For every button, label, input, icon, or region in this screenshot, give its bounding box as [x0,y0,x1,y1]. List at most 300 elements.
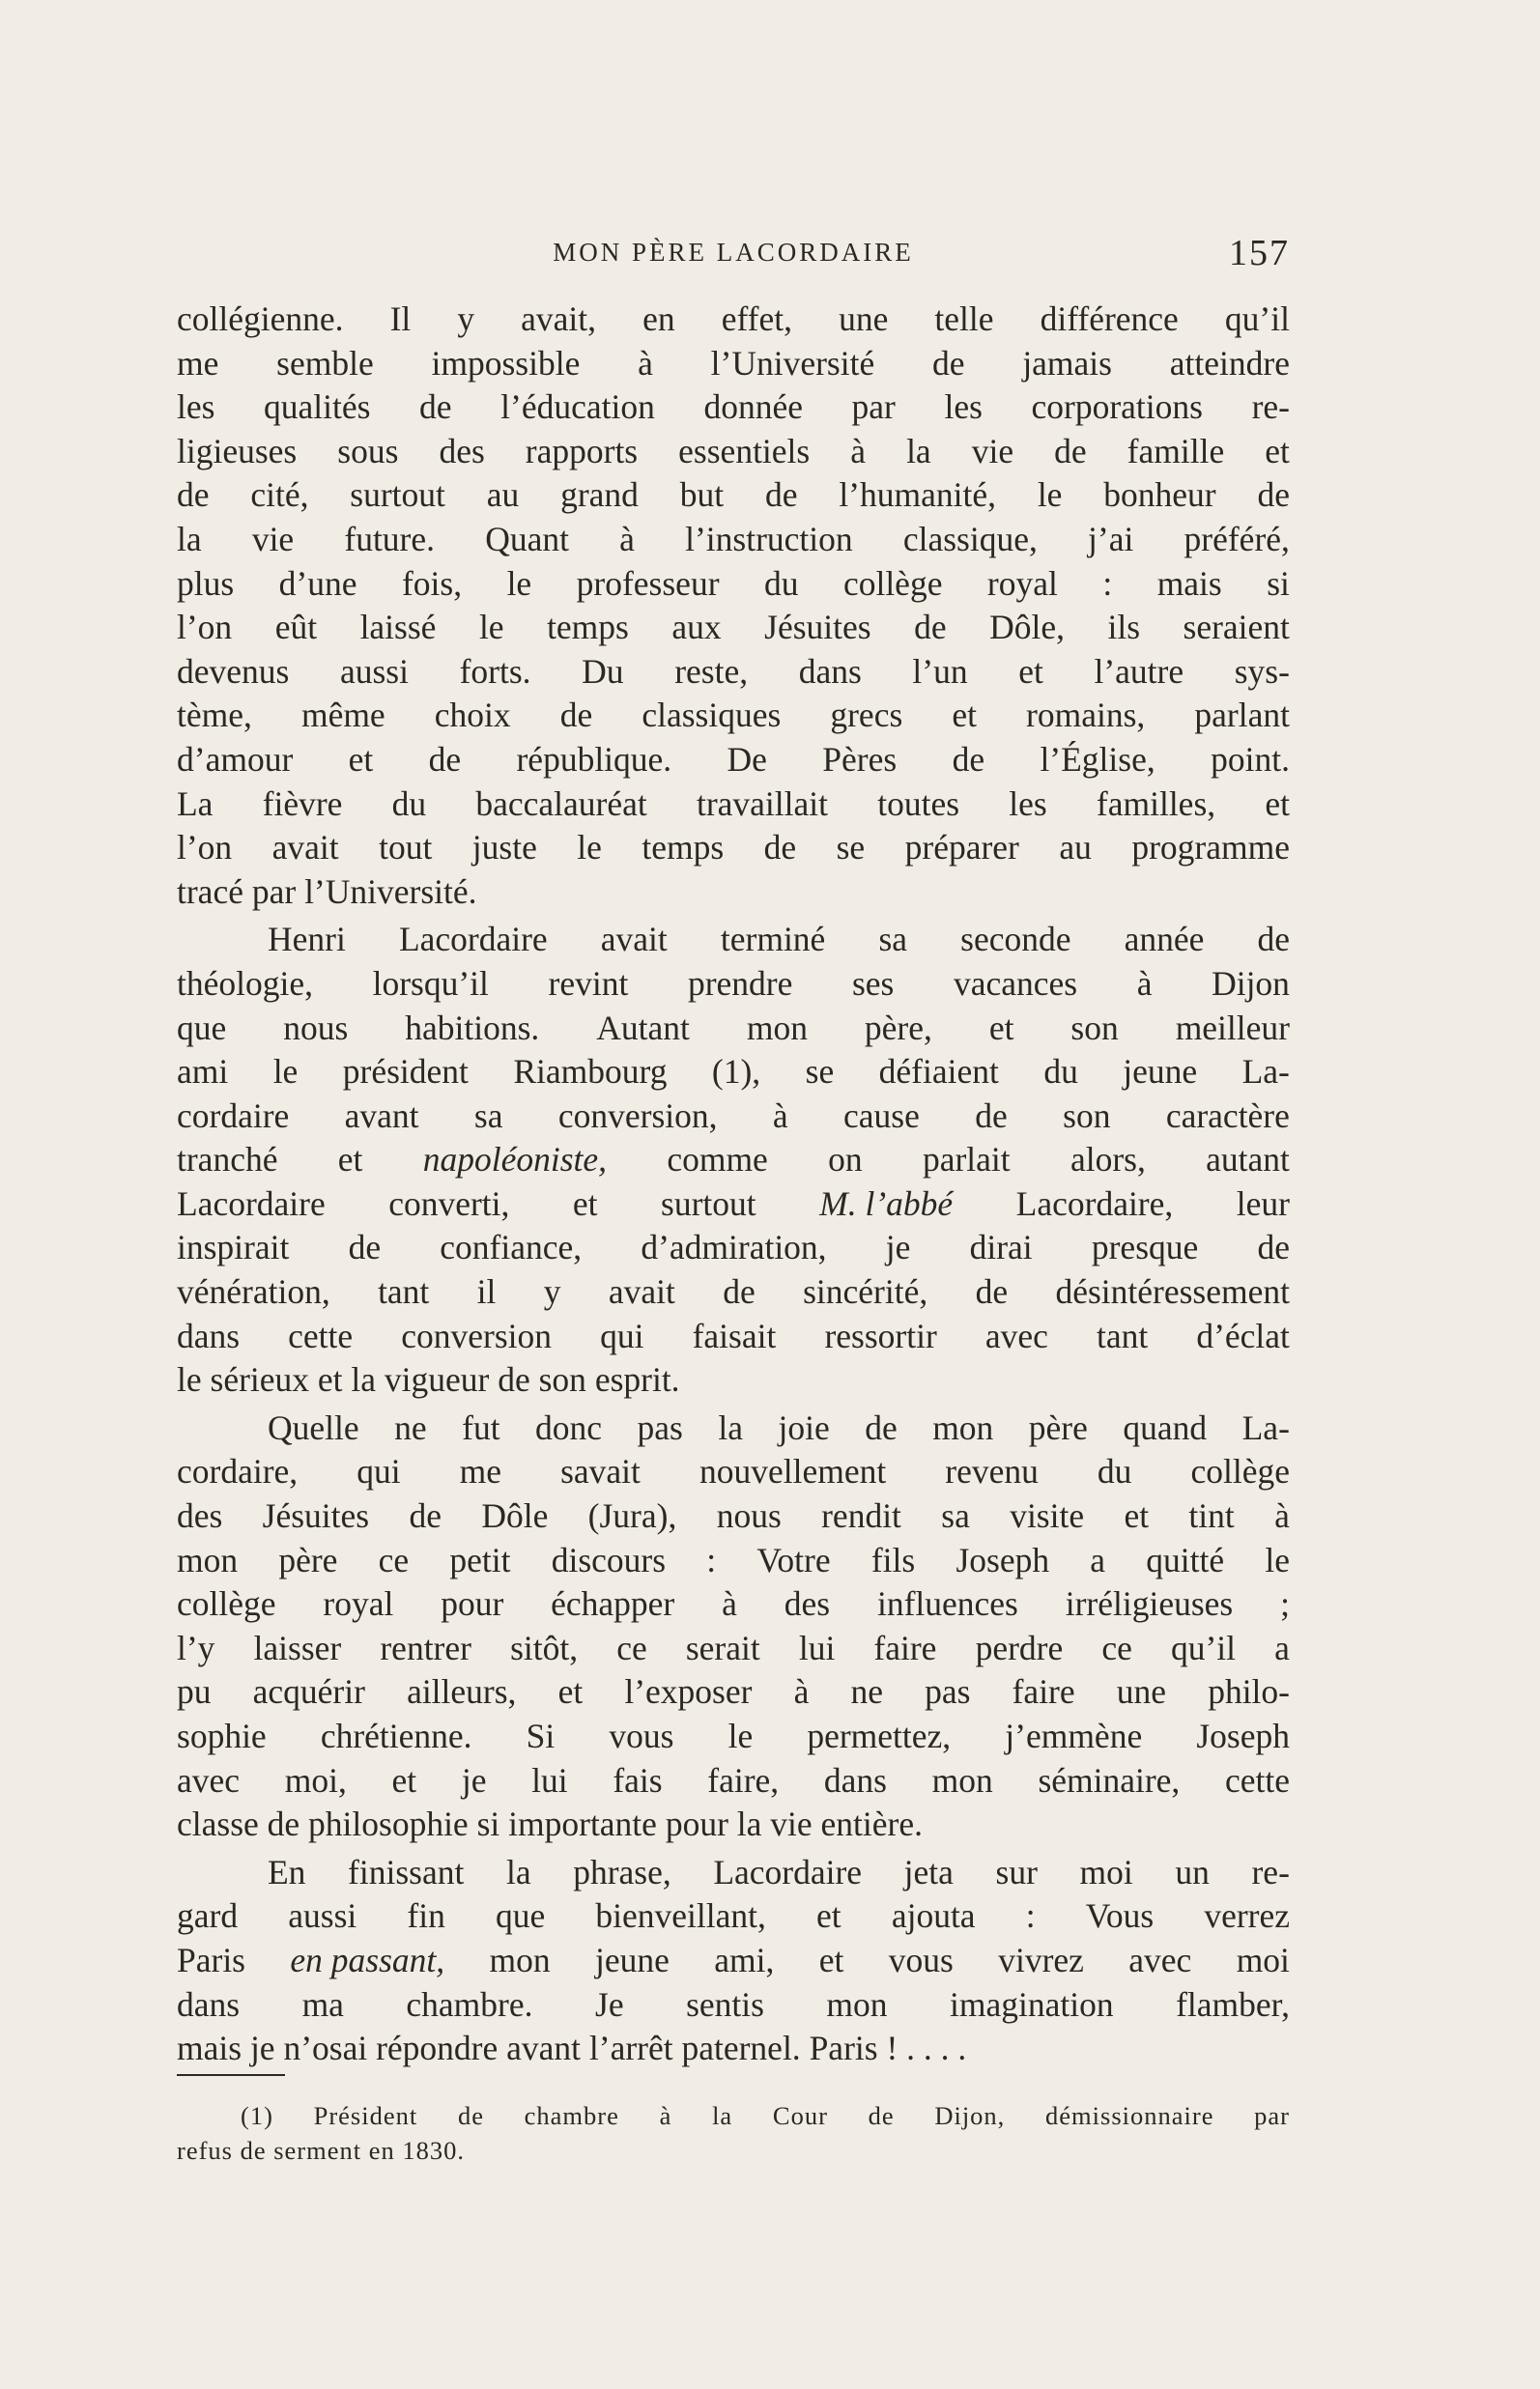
word: La- [1241,1052,1290,1092]
word: préparer [904,828,1019,867]
word: laisser [253,1628,342,1667]
word: ce [1101,1628,1132,1667]
word: mon [489,1940,551,1979]
word: discours [551,1540,667,1579]
word: la [906,431,931,470]
word: moi [1236,1940,1290,1979]
word: des [177,1496,223,1536]
word: Paris [809,2029,887,2068]
word: Joseph [1196,1717,1290,1755]
word: effet, [721,299,792,338]
word: Vous [1085,1896,1155,1936]
word: le [506,563,532,603]
word: cette [1225,1760,1290,1800]
word: collège [177,1584,276,1624]
word: Lacordaire [177,1183,326,1223]
word: préféré, [1184,519,1290,558]
word: toutes [877,783,960,823]
word: tint [1188,1496,1235,1536]
word: de [914,608,947,647]
word: différence [1040,299,1179,338]
word: cette [288,1316,354,1355]
word: corporations [1031,387,1203,427]
text-line [177,1494,1290,1539]
word: l’arrêt [588,2029,682,2068]
word: père [1028,1408,1088,1447]
footnote-line-1 [177,2098,1290,2133]
word: ; [1280,1584,1290,1624]
word: de [764,475,798,515]
word: jeune [1123,1052,1198,1092]
word: parlait [922,1140,1011,1180]
word: revint [548,963,629,1003]
text-line [177,606,1290,650]
word: seraient [1183,608,1290,647]
word: ligieuses [177,431,298,470]
word: défiaient [878,1052,999,1092]
word: moi [1079,1852,1133,1891]
word: de [267,1805,309,1844]
word: les [1009,783,1047,823]
word: Paris [177,1940,245,1979]
text-line [177,1539,1290,1583]
word: et [988,1008,1014,1047]
word: flamber, [1176,1984,1290,2024]
word: baccalauréat [475,783,647,823]
text-line [177,1226,1290,1270]
word: La [177,783,214,823]
word: à [1274,1496,1290,1536]
word: le [577,828,602,867]
word: (1), [711,1052,761,1092]
page-number: 157 [1229,233,1290,273]
word: ce [616,1628,647,1667]
word: la [177,519,202,558]
word: jamais [1022,343,1112,383]
italic-word: M. l’abbé [819,1183,954,1223]
word: Riambourg [513,1052,668,1092]
word: et [317,1360,352,1400]
footnote-word: démissionnaire [1045,2101,1214,2130]
text-line [177,1138,1290,1182]
word: et [818,1940,844,1979]
word: d’une [278,563,357,603]
word: et [557,1672,584,1712]
word: collège [842,563,943,603]
word: ma [301,1984,344,2024]
word: vous [888,1940,954,1979]
word: ne [850,1672,883,1712]
word: sys- [1234,651,1290,691]
word: jeune [595,1940,670,1979]
word: la [505,1852,531,1891]
footnote-word: par [1254,2101,1290,2130]
word: de [975,1095,1008,1135]
word: l’Université [710,343,875,383]
word: ne [394,1408,427,1447]
text-line [177,1715,1290,1759]
text-line [177,1315,1290,1359]
word: ils [1107,608,1141,647]
word: répondre [376,2029,507,2068]
word: Jésuites [764,608,871,647]
word: à [1136,963,1153,1003]
word: philo- [1208,1672,1290,1712]
word: de [763,828,797,867]
word: mon [177,1540,239,1579]
word: par [851,387,896,427]
word: la [736,1805,771,1844]
text-line [177,430,1290,474]
text-line [177,1759,1290,1804]
word: ! [886,2029,907,2068]
word: perdre [975,1628,1064,1667]
word: parlant [1194,696,1290,735]
word: prendre [687,963,793,1003]
word: j’ai [1088,519,1134,558]
word: avec [1128,1940,1192,1979]
word: ressortir [824,1316,937,1355]
text-line [177,650,1290,695]
word: lorsqu’il [372,963,489,1003]
word: juste [471,828,537,867]
text-line [177,1803,1290,1847]
word: avait, [521,299,597,338]
word: au [1059,828,1092,867]
word: et [1124,1496,1150,1536]
word: ajouta [891,1896,976,1936]
word: les [944,387,983,427]
word: fièvre [262,783,343,823]
word: nous [716,1496,782,1536]
word: et [572,1183,598,1223]
word: ami, [714,1940,775,1979]
word: presque [1091,1228,1199,1267]
word: re- [1251,1852,1290,1891]
word: y [457,299,475,338]
word: président [342,1052,469,1092]
word: sérieux [210,1360,318,1400]
word: il [476,1272,497,1312]
word: royal [986,563,1058,603]
word: telle [934,299,994,338]
word: ailleurs, [407,1672,517,1712]
text-line [177,782,1290,827]
word: Pères [822,739,898,779]
word: mais [1156,563,1222,603]
word: classe [177,1805,268,1844]
text-line [177,1007,1290,1051]
word: de [1257,920,1290,959]
word: son [1063,1095,1111,1135]
word: année [1124,920,1205,959]
word: dans [798,651,862,691]
word: Si [526,1717,556,1755]
text-line [177,1407,1290,1451]
word: cordaire, [177,1452,299,1492]
word: Dôle, [989,608,1065,647]
word: l’humanité, [839,475,996,515]
word: surtout [350,475,445,515]
word: qualités [264,387,371,427]
word: influences [876,1584,1018,1624]
word: que [496,1896,546,1936]
word: me [459,1452,502,1492]
word: laissé [359,608,437,647]
word: bonheur [1103,475,1216,515]
word: Dôle [481,1496,549,1536]
word: grand [560,475,639,515]
word: revenu [945,1452,1039,1492]
footnote-word: à [659,2101,672,2130]
word: Dijon [1212,963,1290,1003]
word: autant [1206,1140,1290,1180]
word: théologie, [177,963,313,1003]
text-line [177,1983,1290,2028]
word: d’éclat [1196,1316,1290,1355]
word: fois, [401,563,463,603]
word: mon [931,1760,993,1800]
word: jeta [903,1852,954,1891]
word: rentrer [380,1628,471,1667]
word: converti, [388,1183,510,1223]
word: de [1054,431,1087,470]
word: donc [535,1408,603,1447]
word: se [836,828,866,867]
word: seconde [960,920,1071,959]
word: mon [746,1008,808,1047]
text-line [177,1670,1290,1715]
word: l’un [912,651,968,691]
word: que [177,1008,227,1047]
word: serait [685,1628,760,1667]
word: le [1265,1540,1290,1579]
word: confiance, [440,1228,583,1267]
word: de [975,1272,1009,1312]
word: son [1070,1008,1119,1047]
word: chambre. [406,1984,533,2024]
word: ce [378,1540,410,1579]
word: travaillait [696,783,828,823]
word: inspirait [177,1228,290,1267]
word: avait [608,1272,675,1312]
word: sophie [177,1717,267,1755]
word: une [1116,1672,1167,1712]
word: en [642,299,675,338]
word: Autant [596,1008,690,1047]
word: pour [441,1584,504,1624]
word: a [1274,1628,1290,1667]
word: du [1043,1052,1078,1092]
text-line [177,1270,1290,1315]
word: de [559,696,593,735]
word: Quant [485,519,569,558]
word: les [177,387,215,427]
word: de [952,739,985,779]
footnote-word: de [457,2101,484,2130]
word: entière. [820,1805,923,1844]
word: fils [870,1540,916,1579]
word: le [478,608,504,647]
word: vie [251,519,295,558]
word: ses [851,963,895,1003]
word: séminaire, [1038,1760,1181,1800]
word: et [348,739,374,779]
word: avant [506,2029,589,2068]
word: fin [407,1896,445,1936]
word: sitôt, [510,1628,579,1667]
word: l’éducation [500,387,655,427]
word: l’y [177,1628,215,1667]
word: à [638,343,653,383]
word: fut [462,1408,500,1447]
word: fais [613,1760,663,1800]
paragraph [177,298,1290,914]
word: de [865,1408,898,1447]
word: du [763,563,799,603]
word: pu [177,1672,212,1712]
word: tracé [177,871,252,911]
footnote-rule [177,2074,285,2076]
word: dans [823,1760,887,1800]
word: tant [1097,1316,1149,1355]
word: future. [344,519,436,558]
word: père, [864,1008,932,1047]
word: importante [508,1805,666,1844]
word: famille [1126,431,1225,470]
word: essentiels [678,431,811,470]
word: professeur [576,563,720,603]
word: de [498,1360,539,1400]
word: et [1265,783,1290,823]
word: de [932,343,965,383]
text-line [177,1450,1290,1494]
word: (Jura), [587,1496,677,1536]
paragraph [177,1407,1290,1847]
word: l’exposer [624,1672,753,1712]
text-line [177,962,1290,1007]
word: sa [473,1095,503,1135]
word: à [619,519,635,558]
word: La- [1241,1408,1290,1447]
word: classique, [902,519,1038,558]
word: qu’il [1224,299,1290,338]
word: la [351,1360,385,1400]
word: Quelle [268,1408,359,1447]
text-line [177,473,1290,518]
word: moi, [284,1760,347,1800]
word: vivrez [998,1940,1084,1979]
word: vous [609,1717,674,1755]
word: terminé [720,920,826,959]
word: phrase, [573,1852,671,1891]
word: Du [582,651,624,691]
word: caractère [1165,1095,1290,1135]
word: et [337,1140,363,1180]
running-head [177,232,1290,273]
word: l’Université. [304,871,477,911]
word: pour [665,1805,737,1844]
word: De [727,739,767,779]
word: Joseph [955,1540,1050,1579]
word: acquérir [252,1672,365,1712]
word: vacances [953,963,1078,1003]
word: tème, [177,696,252,735]
word: du [391,783,427,823]
word: semble [276,343,374,383]
word: l’on [177,828,233,867]
word: bienveillant, [595,1896,766,1936]
text-line [177,738,1290,782]
word: reste, [674,651,749,691]
word: royal [323,1584,394,1624]
word: vigueur [384,1360,499,1400]
word: pas [925,1672,971,1712]
word: pas [637,1408,683,1447]
word: but [679,475,725,515]
word: un [1175,1852,1210,1891]
word: dans [177,1984,241,2024]
footnotes [177,2098,1290,2168]
word: Il [389,299,412,338]
word: Votre [756,1540,831,1579]
word: cité, [250,475,309,515]
paragraph [177,918,1290,1403]
word: philosophie [308,1805,477,1844]
word: a [1090,1540,1106,1579]
word: conversion [401,1316,553,1355]
word: chrétienne. [320,1717,472,1755]
text-line [177,562,1290,607]
word: comme [667,1140,768,1180]
word: : [1025,1896,1036,1936]
word: si [476,1805,509,1844]
word: aussi [288,1896,357,1936]
word: dirai [969,1228,1033,1267]
word: qu’il [1170,1628,1237,1667]
text-line [177,1582,1290,1627]
text-line [177,2027,1290,2071]
word: même [300,696,385,735]
word: . [957,2029,967,2068]
italic-word: en passant, [290,1940,445,1979]
word: visite [1010,1496,1085,1536]
word: au [486,475,520,515]
word: rapports [525,431,639,470]
word: : [1102,563,1113,603]
word: alors, [1069,1140,1146,1180]
word: savait [560,1452,641,1492]
word: l’Église, [1040,739,1155,779]
footnote-word: la [712,2101,733,2130]
word: donnée [703,387,803,427]
word: nouvellement [699,1452,887,1492]
word: du [1097,1452,1132,1492]
text-line [177,918,1290,962]
word: conversion, [557,1095,718,1135]
word: finissant [348,1852,465,1891]
word: à [722,1584,737,1624]
word: tant [378,1272,430,1312]
word: Lacordaire, [1015,1183,1174,1223]
word: échapper [551,1584,675,1624]
word: n’osai [283,2029,377,2068]
text-line [177,1050,1290,1095]
footnote-word: Dijon, [934,2101,1006,2130]
word: par [251,871,305,911]
word: lui [531,1760,568,1800]
word: à [793,1672,810,1712]
